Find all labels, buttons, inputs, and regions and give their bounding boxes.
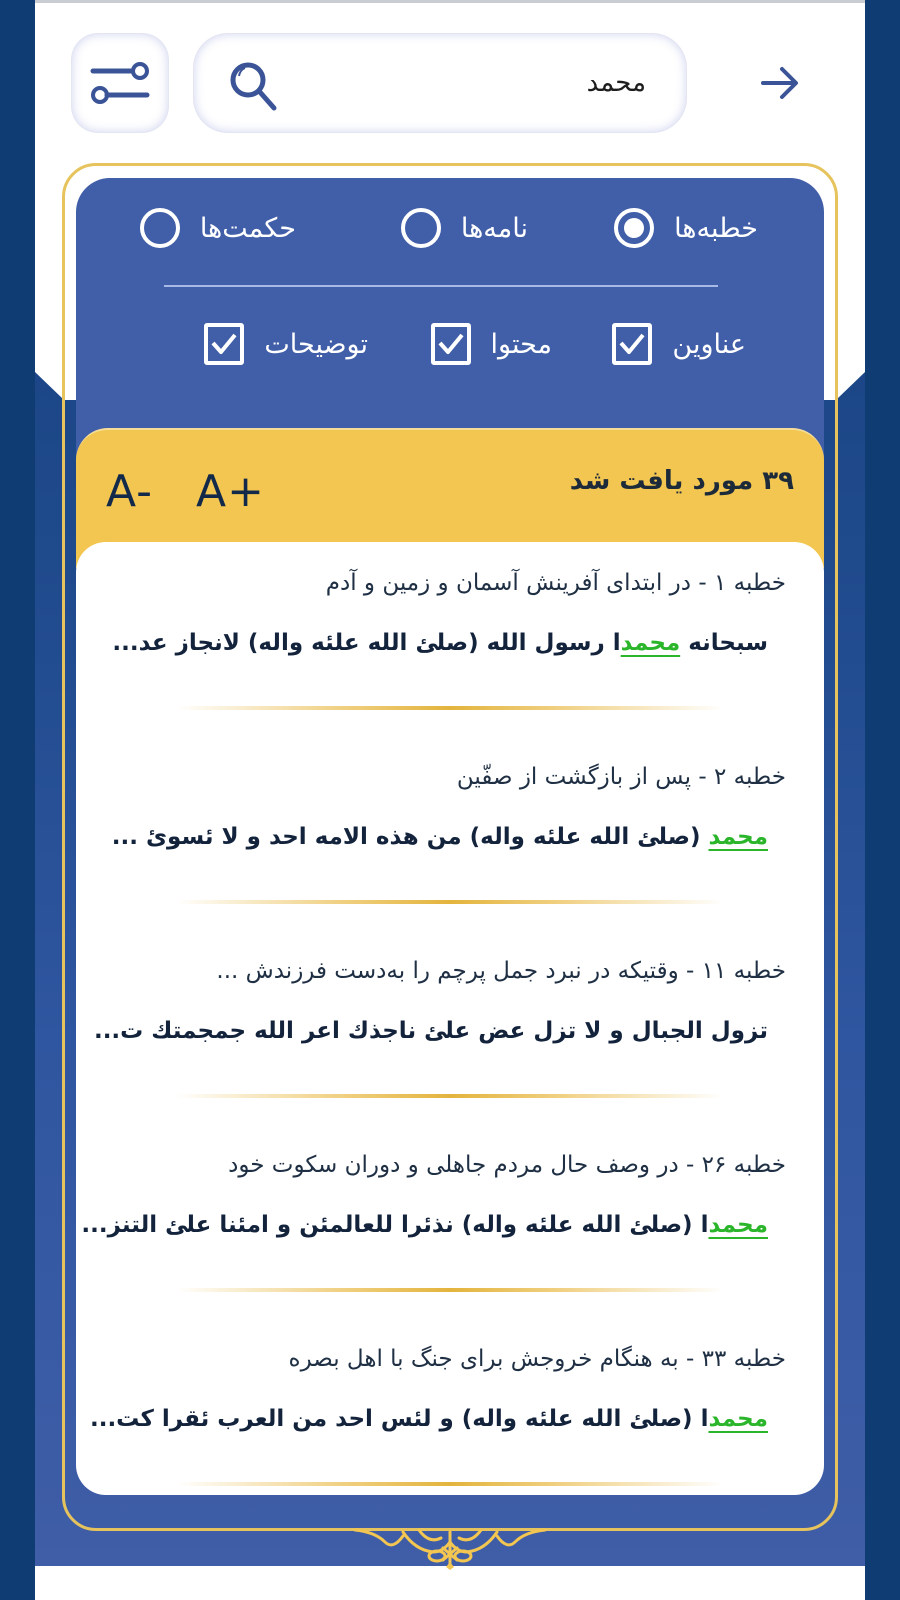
- font-decrease-button[interactable]: A-: [106, 466, 154, 517]
- radio-button[interactable]: [140, 208, 180, 248]
- radio-button-selected[interactable]: [614, 208, 654, 248]
- results-list: [76, 542, 824, 1495]
- checkbox-checked[interactable]: [612, 323, 652, 365]
- result-item[interactable]: [76, 1318, 824, 1495]
- check-icon: [210, 332, 238, 356]
- back-button[interactable]: [755, 58, 805, 108]
- sliders-icon: [89, 59, 151, 107]
- filter-button[interactable]: [72, 34, 168, 132]
- status-divider: [35, 0, 865, 3]
- result-divider: [176, 1288, 724, 1292]
- result-title: خطبه ۱ - در ابتدای آفرینش آسمان و زمین و آدم: [325, 570, 786, 596]
- arrow-right-icon: [760, 63, 800, 103]
- check-icon: [437, 332, 465, 356]
- result-item[interactable]: [76, 736, 824, 930]
- search-highlight: محمد: [620, 630, 681, 656]
- result-item[interactable]: [76, 930, 824, 1124]
- result-item[interactable]: [76, 542, 824, 736]
- checkbox-label: توضیحات: [264, 328, 368, 360]
- result-snippet: محمدا (صلئ الله علئه واله) نذئرا للعالمئن و امئنا علئ التنز...: [81, 1212, 768, 1238]
- result-snippet: محمد (صلئ الله علئه واله) من هذه الامه احد و لا ئسوئ ...: [111, 824, 768, 850]
- result-title: خطبه ۲۶ - در وصف حال مردم جاهلی و دوران سکوت خود: [228, 1152, 786, 1178]
- result-title: خطبه ۲ - پس از بازگشت از صفّین: [456, 764, 786, 790]
- result-divider: [176, 706, 724, 710]
- search-highlight: محمد: [708, 824, 768, 850]
- ornament-icon: [345, 1528, 555, 1570]
- search-highlight: محمد: [708, 1406, 768, 1432]
- radio-option-letters[interactable]: [401, 208, 528, 248]
- result-divider: [176, 1094, 724, 1098]
- result-snippet: تزول الجبال و لا تزل عض علئ ناجذك اعر الله جمجمتك ت...: [93, 1018, 768, 1044]
- checkbox-option-descriptions[interactable]: [204, 323, 368, 365]
- search-highlight: محمد: [708, 1212, 768, 1238]
- checkbox-label: عناوین: [672, 328, 746, 360]
- result-divider: [176, 900, 724, 904]
- search-input[interactable]: [294, 58, 646, 108]
- bottom-strip: [35, 1566, 865, 1600]
- header: [35, 20, 865, 150]
- font-increase-button[interactable]: A+: [196, 466, 265, 517]
- result-snippet: محمدا (صلئ الله علئه واله) و لئس احد من العرب ئقرا كت...: [89, 1406, 768, 1432]
- checkbox-option-content[interactable]: [431, 323, 553, 365]
- result-item[interactable]: [76, 1124, 824, 1318]
- search-box[interactable]: [194, 34, 686, 132]
- checkbox-checked[interactable]: [204, 323, 244, 365]
- result-title: خطبه ۱۱ - وقتیکه در نبرد جمل پرچم را به‌دست فرزندش ...: [216, 958, 786, 984]
- checkbox-checked[interactable]: [431, 323, 471, 365]
- checkbox-option-titles[interactable]: [612, 323, 746, 365]
- results-count: ۳۹ مورد یافت شد: [569, 466, 794, 496]
- radio-label: نامه‌ها: [460, 212, 528, 244]
- checkbox-label: محتوا: [490, 328, 552, 360]
- radio-option-khutbas[interactable]: [614, 208, 758, 248]
- search-icon[interactable]: [226, 58, 282, 114]
- result-title: خطبه ۳۳ - به هنگام خروجش برای جنگ با اهل بصره: [288, 1346, 786, 1372]
- result-snippet: سبحانه محمدا رسول الله (صلئ الله علئه واله) لانجاز عد...: [112, 630, 768, 656]
- radio-button[interactable]: [401, 208, 441, 248]
- radio-option-wisdoms[interactable]: [140, 208, 296, 248]
- radio-label: خطبه‌ها: [674, 212, 758, 244]
- radio-label: حکمت‌ها: [199, 212, 296, 244]
- filter-divider: [164, 285, 718, 287]
- check-icon: [618, 332, 646, 356]
- result-divider: [176, 1482, 724, 1486]
